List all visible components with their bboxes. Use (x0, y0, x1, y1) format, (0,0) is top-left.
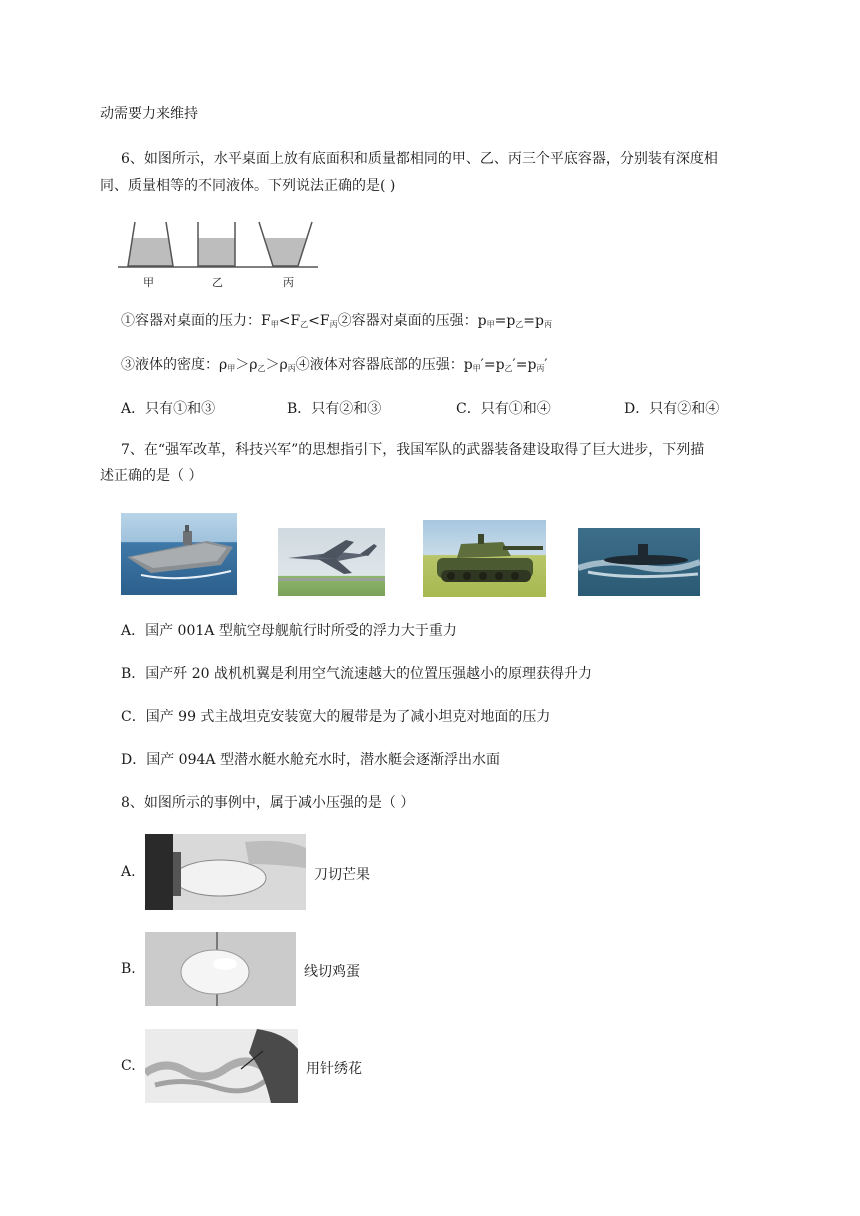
q7-stem-line1: 7、在“强军改革，科技兴军”的思想指引下，我国军队的武器装备建设取得了巨大进步，下列描 (121, 442, 705, 458)
q6-statement-3-4: ③液体的密度：$\rho_甲>\rho_乙>\rho_丙④$液体对容器底部的压强：$p_甲'=p_乙'=p_丙'$ (121, 357, 548, 373)
q8-option-a-letter[interactable]: A. (121, 864, 136, 880)
egg-thread-image (145, 932, 296, 1006)
q8-option-a-caption: 刀切芒果 (314, 867, 370, 883)
q6-option-b[interactable]: B．只有②和③ (287, 401, 382, 417)
q7-option-d[interactable]: D．国产 094A 型潜水艇水舱充水时，潜水艇会逐渐浮出水面 (121, 752, 500, 768)
container-label-yi: 乙 (212, 276, 223, 289)
q8-option-c-caption: 用针绣花 (306, 1061, 362, 1077)
tank-image (423, 520, 546, 597)
container-yi-liquid (198, 238, 235, 266)
q7-option-c[interactable]: C．国产 99 式主战坦克安装宽大的履带是为了减小坦克对地面的压力 (121, 709, 551, 725)
submarine-image (578, 528, 700, 596)
q6-stem-line1: 6、如图所示，水平桌面上放有底面积和质量都相同的甲、乙、丙三个平底容器，分别装有深度相 (121, 151, 718, 167)
q8-stem: 8、如图所示的事例中，属于减小压强的是（ ） (121, 795, 415, 811)
q6-option-c[interactable]: C．只有①和④ (456, 401, 551, 417)
previous-question-tail: 动需要力来维持 (100, 106, 198, 122)
q6-option-d[interactable]: D．只有②和④ (624, 401, 720, 417)
q8-option-b-caption: 线切鸡蛋 (304, 964, 360, 980)
q7-option-a[interactable]: A．国产 001A 型航空母舰航行时所受的浮力大于重力 (121, 623, 457, 639)
q6-stem-line2: 同、质量相等的不同液体。下列说法正确的是( ) (100, 178, 396, 194)
q8-option-b-letter[interactable]: B. (121, 961, 136, 977)
q7-option-b[interactable]: B．国产歼 20 战机机翼是利用空气流速越大的位置压强越小的原理获得升力 (121, 666, 593, 682)
q7-stem-line2: 述正确的是（ ） (100, 468, 203, 484)
aircraft-carrier-image (121, 513, 237, 595)
mango-knife-image (145, 834, 306, 910)
q6-statement-1-2: ①容器对桌面的压力：$F_甲<F_乙<F_丙②$容器对桌面的压强：$p_甲=p_乙=p_丙$ (121, 313, 552, 329)
container-label-bing: 丙 (283, 276, 294, 289)
container-label-jia: 甲 (143, 276, 154, 289)
q6-option-a[interactable]: A．只有①和③ (121, 401, 216, 417)
needle-embroidery-image (145, 1029, 298, 1103)
q8-option-c-letter[interactable]: C. (121, 1058, 136, 1074)
j20-fighter-image (278, 528, 385, 596)
container-jia-liquid (128, 238, 173, 266)
